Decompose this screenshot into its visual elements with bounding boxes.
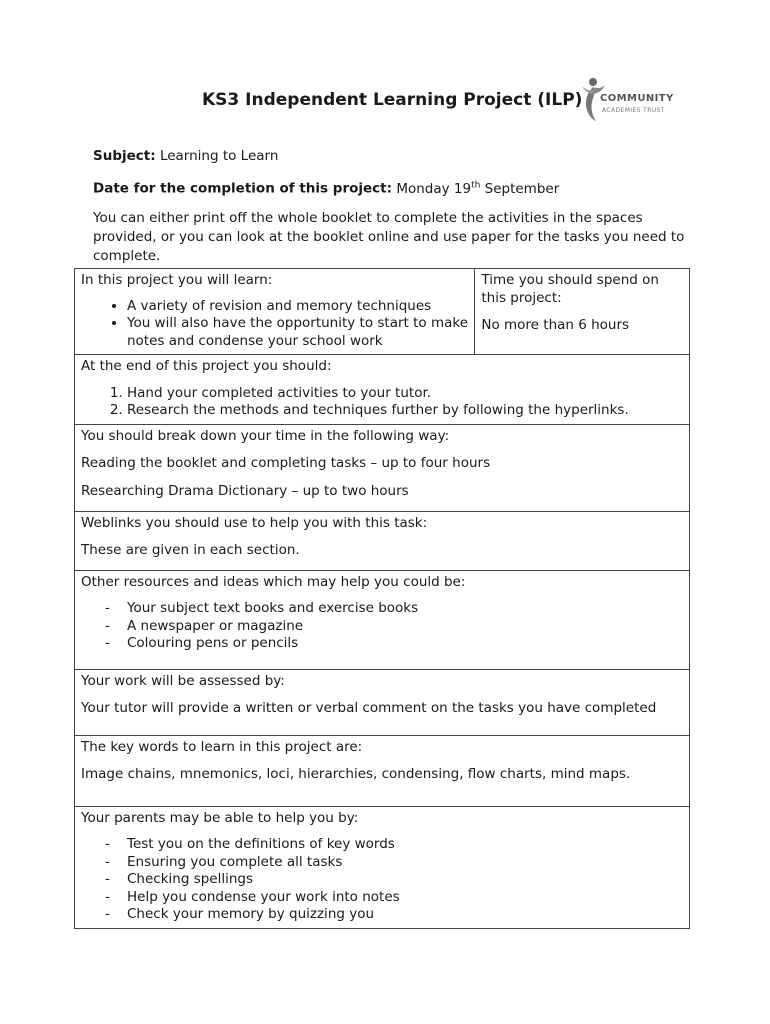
keywords-cell [75, 735, 690, 806]
parents-cell [75, 806, 690, 928]
logo-text-community: COMMUNITY [600, 93, 674, 104]
learn-list [81, 298, 468, 351]
table-row [75, 269, 690, 355]
completion-date-value: Monday 19th September [396, 180, 560, 197]
table-row [75, 806, 690, 928]
list-item: - Ensuring you complete all tasks [127, 854, 683, 872]
learn-cell [75, 269, 475, 355]
learn-heading: In this project you will learn: [81, 272, 273, 288]
page-title: KS3 Independent Learning Project (ILP) [202, 90, 583, 110]
list-item: 2. Research the methods and techniques further by following the hyperlinks. [127, 402, 683, 420]
list-item: - Test you on the definitions of key words [127, 836, 683, 854]
completion-date-line [93, 176, 688, 199]
assessed-heading: Your work will be assessed by: [81, 672, 285, 689]
completion-date-label: Date for the completion of this project: [93, 180, 393, 197]
list-item: - Checking spellings [127, 871, 683, 889]
end-cell [75, 355, 690, 425]
intro-section [93, 147, 688, 276]
assessed-text: Your tutor will provide a written or verbal comment on the tasks you have completed [81, 700, 657, 716]
weblinks-text: These are given in each section. [81, 542, 300, 558]
breakdown-line-1: Reading the booklet and completing tasks – up to four hours [81, 455, 491, 471]
list-item: - Your subject text books and exercise books [127, 600, 683, 618]
subject-label: Subject: [93, 148, 156, 164]
project-info-table [74, 268, 690, 929]
table-row [75, 570, 690, 669]
end-heading: At the end of this project you should: [81, 358, 332, 374]
assessed-cell [75, 669, 690, 735]
time-cell [475, 269, 690, 355]
table-row [75, 735, 690, 806]
list-item: - A newspaper or magazine [127, 618, 683, 636]
resources-list [81, 600, 683, 653]
list-item: - Help you condense your work into notes [127, 889, 683, 907]
list-item: • You will also have the opportunity to start to make notes and condense your school work [127, 315, 468, 350]
breakdown-line-2: Researching Drama Dictionary – up to two hours [81, 482, 409, 499]
table-row [75, 511, 690, 570]
keywords-heading: The key words to learn in this project are: [81, 738, 363, 755]
booklet-description: You can either print off the whole booklet to complete the activities in the spaces provided, or you can look at the booklet online and use paper for the tasks you need to complete. [93, 209, 685, 264]
time-heading: Time you should spend on this project: [481, 272, 659, 306]
weblinks-cell [75, 511, 690, 570]
table-row [75, 669, 690, 735]
time-value: No more than 6 hours [481, 317, 630, 333]
keywords-text: Image chains, mnemonics, loci, hierarchies, condensing, flow charts, mind maps. [81, 766, 631, 782]
list-item: 1. Hand your completed activities to your tutor. [127, 385, 683, 403]
parents-heading: Your parents may be able to help you by: [81, 809, 359, 826]
parents-list [81, 836, 683, 924]
list-item: • A variety of revision and memory techniques [127, 298, 468, 316]
list-item: - Check your memory by quizzing you [127, 906, 683, 924]
community-academies-trust-logo [580, 76, 690, 124]
weblinks-heading: Weblinks you should use to help you with this task: [81, 514, 428, 531]
subject-line [93, 147, 688, 166]
table-row [75, 355, 690, 425]
table-row [75, 424, 690, 511]
breakdown-cell [75, 424, 690, 511]
logo-text-academies-trust: ACADEMIES TRUST [602, 107, 665, 114]
end-list [81, 385, 683, 420]
breakdown-heading: You should break down your time in the following way: [81, 427, 450, 444]
resources-cell [75, 570, 690, 669]
resources-heading: Other resources and ideas which may help you could be: [81, 573, 466, 590]
list-item: - Colouring pens or pencils [127, 635, 683, 653]
subject-value: Learning to Learn [159, 148, 279, 164]
